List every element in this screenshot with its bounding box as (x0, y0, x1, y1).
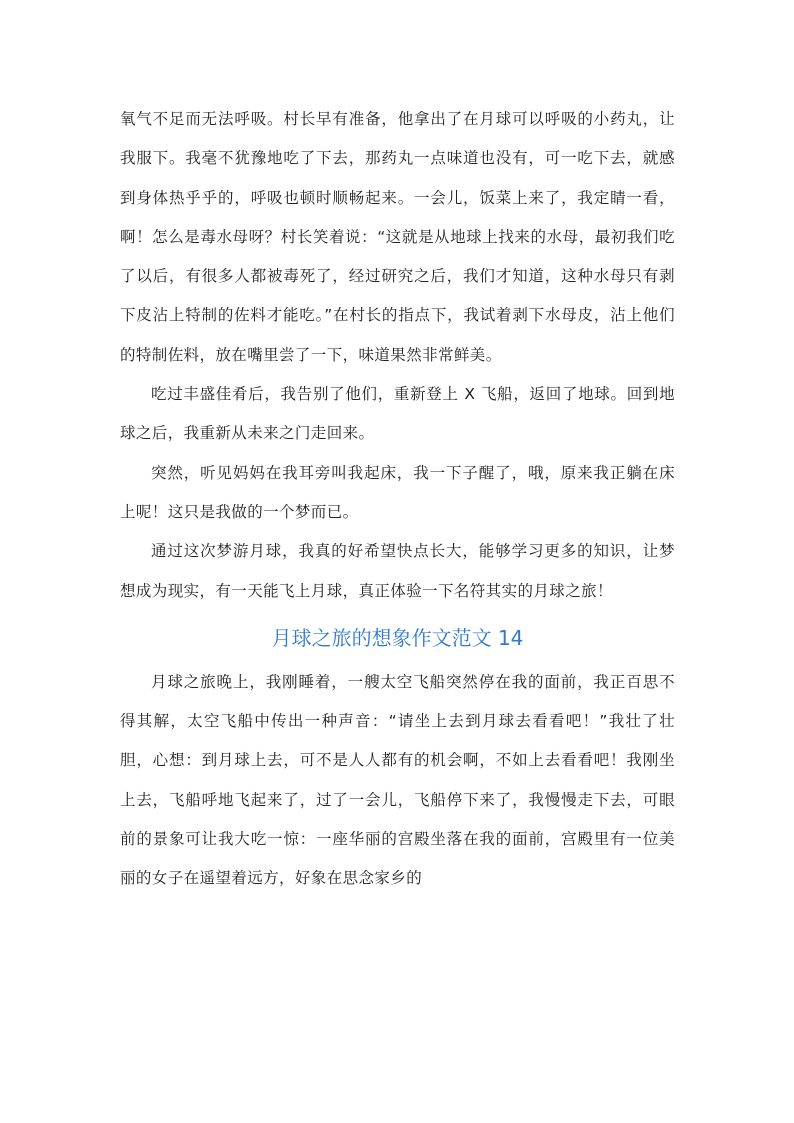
document-body (120, 100, 675, 899)
section-heading: 月球之旅的想象作文范文 14 (271, 625, 524, 650)
paragraph-1: 氧气不足而无法呼吸。村长早有准备，他拿出了在月球可以呼吸的小药丸，让我服下。我毫不犹豫地吃了下去，那药丸一点味道也没有，可一吃下去，就感到身体热乎乎的，呼吸也顿时顺畅起来。一会儿，饭菜上来了，我定睛一看，啊！怎么是毒水母呀？村长笑着说：“这就是从地球上找来的水母，最初我们吃了以后，有很多人都被毒死了，经过研究之后，我们才知道，这种水母只有剥下皮沾上特制的佐料才能吃。”在村长的指点下，我试着剥下水母皮，沾上他们的特制佐料，放在嘴里尝了一下，味道果然非常鲜美。 (120, 110, 675, 364)
paragraph-3: 突然，听见妈妈在我耳旁叫我起床，我一下子醒了，哦，原来我正躺在床上呢！这只是我做的一个梦而已。 (120, 463, 675, 521)
paragraph-2: 吃过丰盛佳肴后，我告别了他们，重新登上 X 飞船，返回了地球。回到地球之后，我重新从未来之门走回来。 (120, 385, 675, 443)
paragraph-5: 月球之旅晚上，我刚睡着，一艘太空飞船突然停在我的面前，我正百思不得其解，太空飞船中传出一种声音：“请坐上去到月球去看看吧！”我壮了壮胆，心想：到月球上去，可不是人人都有的机会啊，不如上去看看吧！我刚坐上去，飞船呼地飞起来了，过了一会儿，飞船停下来了，我慢慢走下去，可眼前的景象可让我大吃一惊：一座华丽的宫殿坐落在我的面前，宫殿里有一位美丽的女子在遥望着远方，好象在思念家乡的 (120, 672, 675, 888)
paragraph-4: 通过这次梦游月球，我真的好希望快点长大，能够学习更多的知识，让梦想成为现实，有一天能飞上月球，真正体验一下名符其实的月球之旅！ (120, 542, 675, 600)
